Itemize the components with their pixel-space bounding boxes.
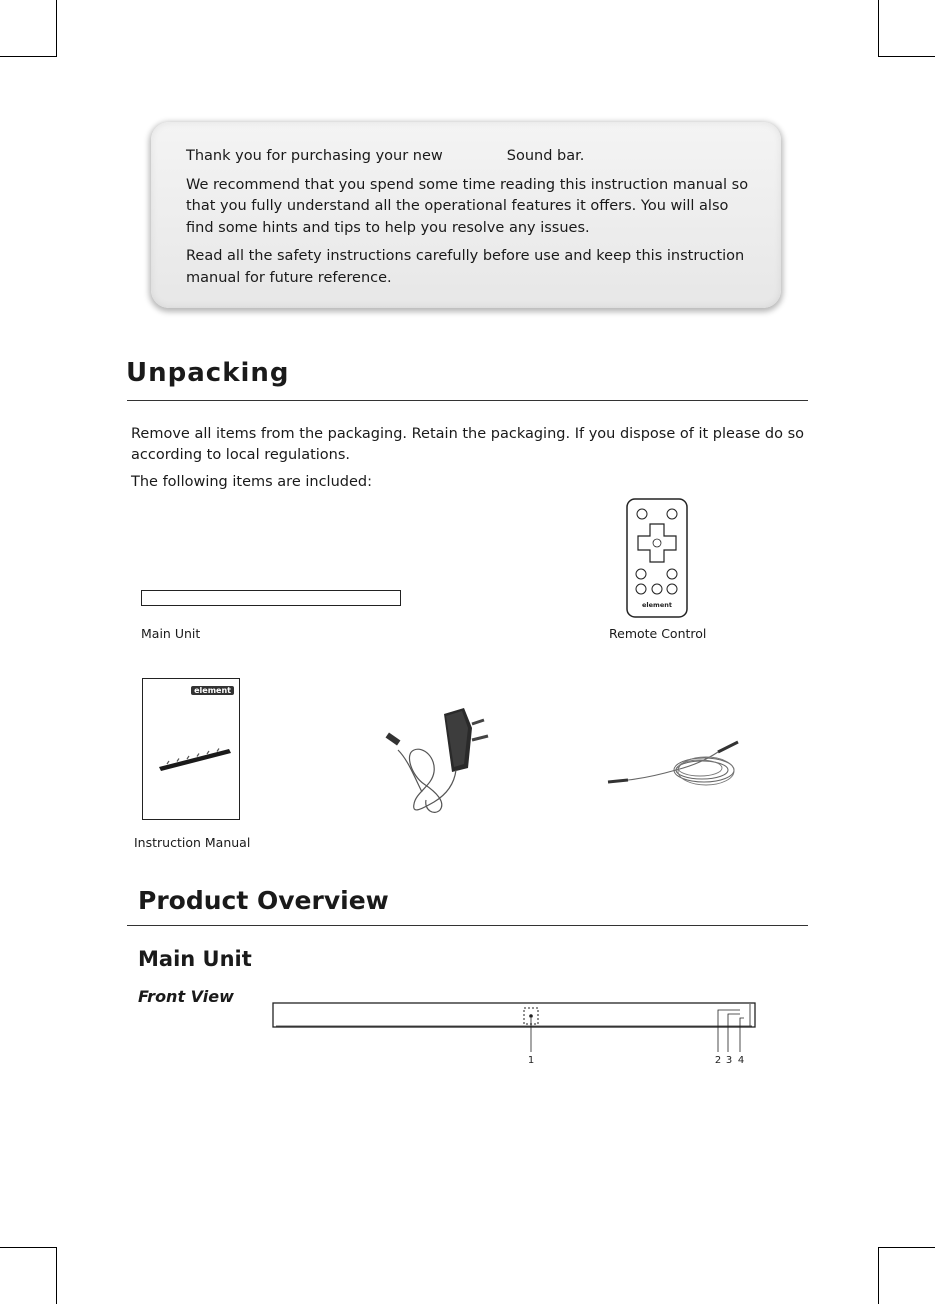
- crop-mark: [878, 0, 879, 57]
- callout-3: 3: [725, 1055, 733, 1066]
- unpacking-paragraph-1: Remove all items from the packaging. Retain the packaging. If you dispose of it please do so according to local regulations.: [131, 426, 805, 463]
- crop-mark: [878, 1247, 935, 1248]
- remote-brand: element: [642, 601, 672, 609]
- front-view-label: Front View: [138, 987, 234, 1006]
- remote-control-caption: Remote Control: [609, 626, 707, 641]
- instruction-manual-image: [142, 678, 240, 820]
- crop-mark: [0, 1247, 57, 1248]
- overview-subtitle: Main Unit: [138, 947, 252, 971]
- crop-mark: [878, 1247, 879, 1304]
- audio-cable-image: [606, 740, 740, 790]
- remote-control-image: [626, 498, 688, 618]
- intro-paragraph-3: Read all the safety instructions carefully before use and keep this instruction manual for future reference.: [186, 248, 745, 286]
- intro-text: [186, 146, 756, 296]
- intro-paragraph-2: We recommend that you spend some time reading this instruction manual so that you fully understand all the operational features it offers. You will also find some hints and tips to help you resolve any issues.: [186, 176, 749, 236]
- unpacking-rule: [127, 400, 808, 401]
- crop-mark: [878, 56, 935, 57]
- crop-mark: [56, 1247, 57, 1304]
- intro-thank-you: [186, 146, 756, 168]
- front-view-diagram: [270, 1000, 760, 1070]
- intro-thank-you-part1: Thank you for purchasing your new: [186, 148, 443, 164]
- callout-4: 4: [737, 1055, 745, 1066]
- unpacking-title: Unpacking: [126, 358, 290, 388]
- instruction-manual-caption: Instruction Manual: [134, 835, 251, 850]
- manual-cover-brand: element: [191, 686, 234, 695]
- callout-1: 1: [527, 1055, 535, 1066]
- crop-mark: [0, 56, 57, 57]
- power-adapter-image: [384, 706, 500, 818]
- crop-mark: [56, 0, 57, 57]
- overview-title: Product Overview: [138, 886, 389, 915]
- intro-thank-you-part2: Sound bar.: [506, 148, 585, 164]
- main-unit-caption: Main Unit: [141, 626, 201, 641]
- callout-2: 2: [714, 1055, 722, 1066]
- manual-cover-soundbar-icon: [157, 743, 233, 771]
- overview-rule: [127, 925, 808, 926]
- main-unit-image: [141, 590, 401, 606]
- unpacking-paragraph-2: The following items are included:: [131, 474, 372, 490]
